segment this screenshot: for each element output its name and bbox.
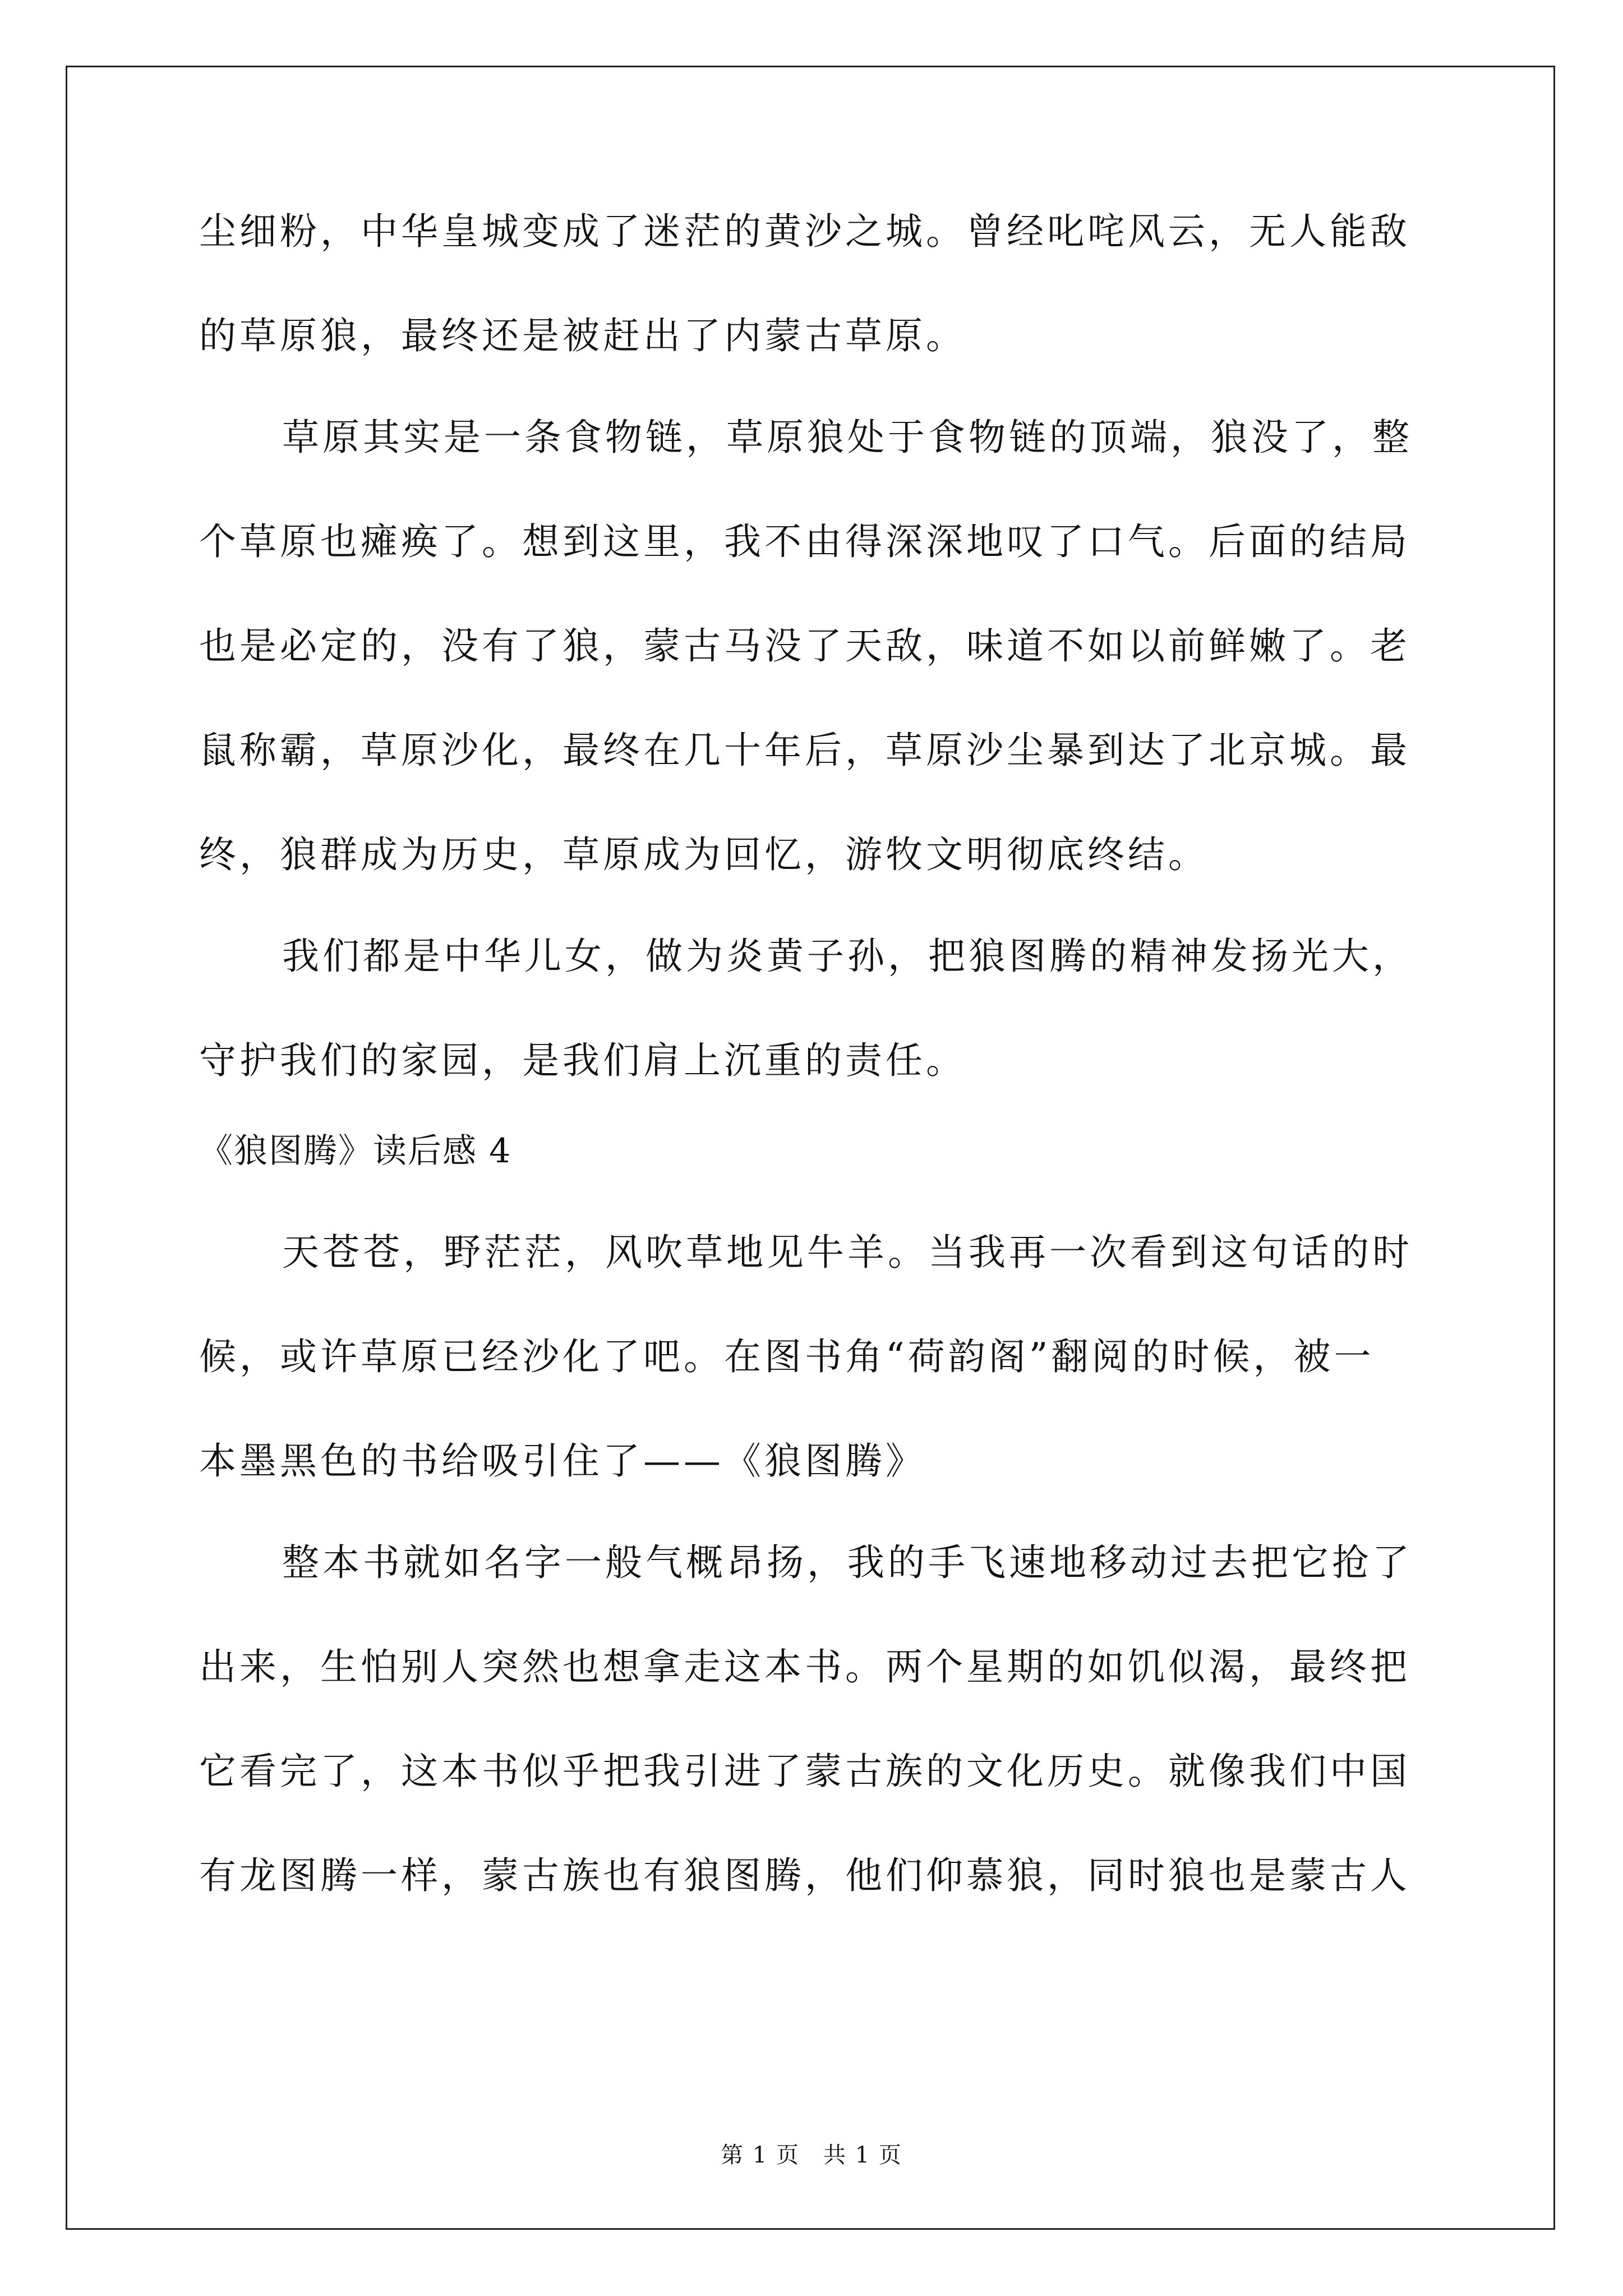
text-line: 个草原也瘫痪了。想到这里，我不由得深深地叹了口气。后面的结局	[199, 520, 1410, 563]
text-line: 它看完了，这本书似乎把我引进了蒙古族的文化历史。就像我们中国	[199, 1750, 1410, 1793]
page-footer: 第 1 页 共 1 页	[721, 2142, 902, 2168]
text-line: 鼠称霸，草原沙化，最终在几十年后，草原沙尘暴到达了北京城。最	[199, 729, 1410, 772]
text-line: 有龙图腾一样，蒙古族也有狼图腾，他们仰慕狼，同时狼也是蒙古人	[199, 1854, 1410, 1897]
text-line: 也是必定的，没有了狼，蒙古马没了天敌，味道不如以前鲜嫩了。老	[199, 624, 1410, 668]
text-line: 草原其实是一条食物链，草原狼处于食物链的顶端，狼没了，整	[282, 416, 1413, 459]
text-line: 终，狼群成为历史，草原成为回忆，游牧文明彻底终结。	[199, 833, 1209, 876]
section-heading: 《狼图腾》读后感 4	[199, 1131, 512, 1171]
text-line: 的草原狼，最终还是被赶出了内蒙古草原。	[199, 314, 966, 357]
text-line: 守护我们的家园，是我们肩上沉重的责任。	[199, 1039, 966, 1082]
text-line: 出来，生怕别人突然也想拿走这本书。两个星期的如饥似渴，最终把	[199, 1645, 1410, 1688]
text-line: 整本书就如名字一般气概昂扬，我的手飞速地移动过去把它抢了	[282, 1541, 1413, 1584]
document-body	[199, 210, 1427, 1897]
text-line: 候，或许草原已经沙化了吧。在图书角“荷韵阁”翻阅的时候，被一	[199, 1335, 1375, 1378]
text-line: 尘细粉，中华皇城变成了迷茫的黄沙之城。曾经叱咤风云，无人能敌	[199, 210, 1410, 253]
text-line: 我们都是中华儿女，做为炎黄子孙，把狼图腾的精神发扬光大，	[282, 935, 1413, 978]
text-line: 天苍苍，野茫茫，风吹草地见牛羊。当我再一次看到这句话的时	[282, 1231, 1413, 1274]
text-line: 本墨黑色的书给吸引住了——《狼图腾》	[199, 1439, 926, 1483]
